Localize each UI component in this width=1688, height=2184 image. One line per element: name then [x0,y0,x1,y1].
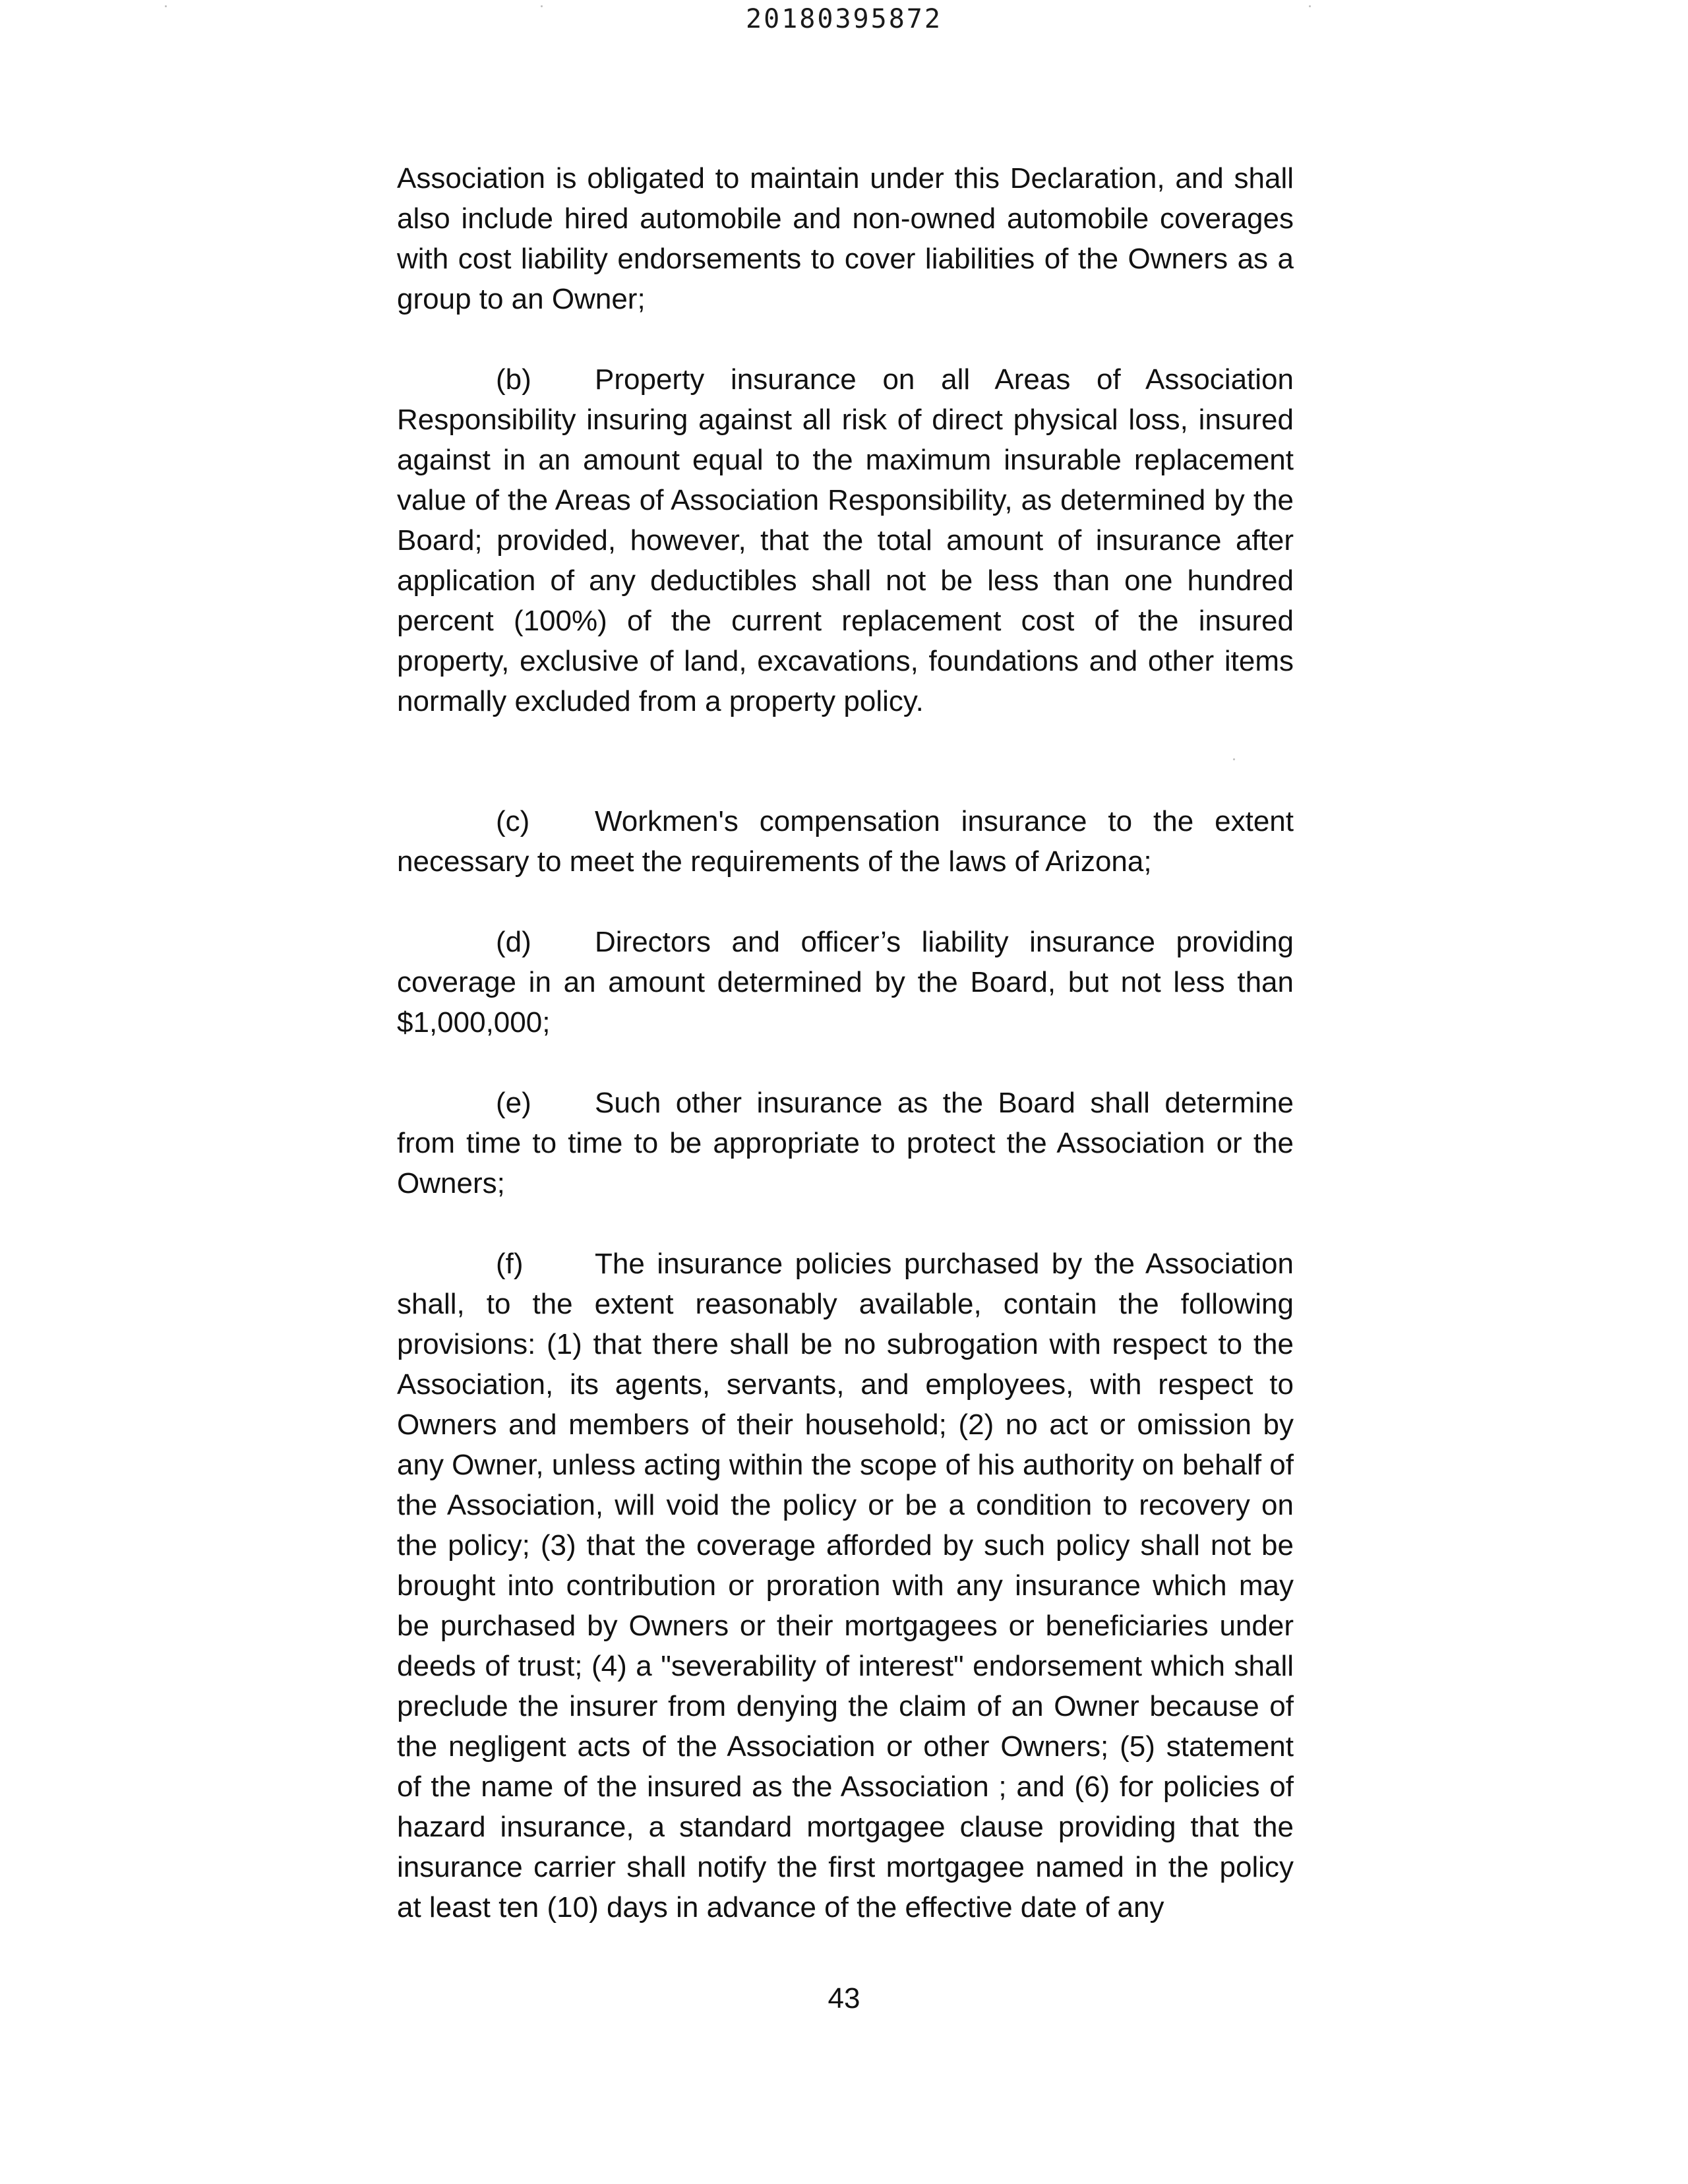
paragraph-f-text: The insurance policies purchased by the Association shall, to the extent reasonably available, contain the following provisions: (1) that there shall be no subrogation with respect to the Association, its agents, servants, and employees, with respect to Owners and members of their household; (2) no act or omission by any Owner, unless acting within the scope of his authority on behalf of the Association, will void the policy or be a condition to recovery on the policy; (3) that the coverage afforded by such policy shall not be brought into contribution or proration with any insurance which may be purchased by Owners or their mortgagees or beneficiaries under deeds of trust; (4) a "severability of interest" endorsement which shall preclude the insurer from denying the claim of an Owner because of the negligent acts of the Association or other Owners; (5) statement of the name of the insured as the Association ; and (6) for policies of hazard insurance, a standard mortgagee clause providing that the insurance carrier shall notify the first mortgagee named in the policy at least ten (10) days in advance of the effective date of any [397,1248,1294,1924]
paragraph-e-label: (e) [496,1087,531,1119]
scan-speck [1309,5,1311,7]
scan-speck [1233,758,1235,760]
paragraph-f-label: (f) [496,1248,524,1280]
paragraph-d-label: (d) [496,926,531,958]
paragraph-b [397,359,1294,721]
paragraph-e-text: Such other insurance as the Board shall determine from time to time to be appropriate to protect the Association or the Owners; [397,1087,1294,1199]
paragraph-b-label: (b) [496,363,531,396]
scan-speck [541,5,543,7]
paragraph-e [397,1083,1294,1203]
scan-speck [165,5,167,7]
paragraph-d-text: Directors and officer’s liability insurance providing coverage in an amount determined by the Board, but not less than $1,000,000; [397,926,1294,1039]
paragraph-c [397,801,1294,882]
paragraph-f [397,1244,1294,1927]
paragraph-b-text: Property insurance on all Areas of Association Responsibility insuring against all risk of direct physical loss, insured against in an amount equal to the maximum insurable replacement value of the Areas of Association Responsibility, as determined by the Board; provided, however, that the total amount of insurance after application of any deductibles shall not be less than one hundred percent (100%) of the current replacement cost of the insured property, exclusive of land, excavations, foundations and other items normally excluded from a property policy. [397,363,1294,717]
page-number: 43 [828,1982,860,2015]
document-number: 20180395872 [746,4,942,34]
paragraph-c-label: (c) [496,805,530,837]
paragraph-d [397,922,1294,1043]
paragraph-c-text: Workmen's compensation insurance to the extent necessary to meet the requirements of the laws of Arizona; [397,805,1294,878]
paragraph-continuation: Association is obligated to maintain under this Declaration, and shall also include hired automobile and non-owned automobile coverages with cost liability endorsements to cover liabilities of the Owners as a group to an Owner; [397,162,1294,315]
